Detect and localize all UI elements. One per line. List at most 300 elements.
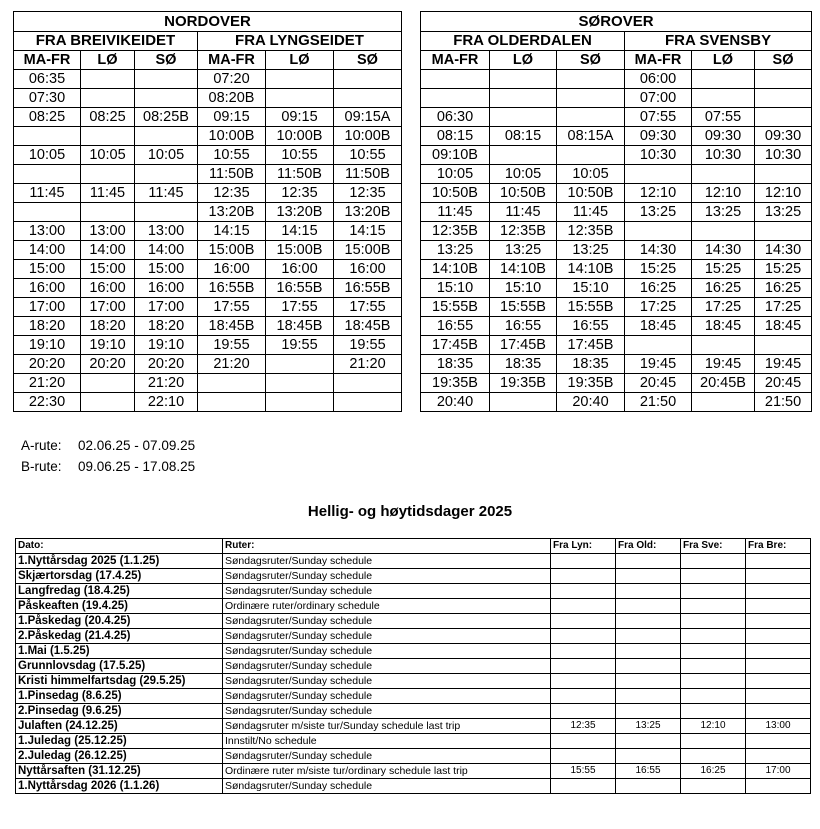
timetable-row — [421, 336, 812, 355]
departure-time: 16:55 — [421, 317, 490, 336]
last-trip-time — [746, 734, 811, 749]
last-trip-time — [616, 644, 681, 659]
holidays-header: Fra Sve: — [681, 539, 746, 554]
departure-time: 12:10 — [625, 184, 692, 203]
departure-time: 10:30 — [692, 146, 755, 165]
departure-time — [755, 70, 812, 89]
departure-time: 08:25 — [81, 108, 135, 127]
holiday-row — [16, 689, 811, 704]
departure-time: 14:30 — [692, 241, 755, 260]
departure-time: 20:20 — [14, 355, 81, 374]
holiday-date: Skjærtorsdag (17.4.25) — [16, 569, 223, 584]
departure-time: 12:10 — [692, 184, 755, 203]
holiday-row — [16, 584, 811, 599]
holiday-schedule: Søndagsruter m/siste tur/Sunday schedule last trip — [223, 719, 551, 734]
departure-time: 14:30 — [625, 241, 692, 260]
holiday-row — [16, 674, 811, 689]
holiday-row — [16, 569, 811, 584]
departure-time: 17:55 — [334, 298, 402, 317]
departure-time: 11:50B — [198, 165, 266, 184]
last-trip-time — [551, 584, 616, 599]
departure-time: 19:10 — [14, 336, 81, 355]
departure-time — [625, 336, 692, 355]
last-trip-time — [616, 674, 681, 689]
last-trip-time — [681, 584, 746, 599]
timetable-row — [421, 260, 812, 279]
departure-time — [334, 89, 402, 108]
departure-time: 11:45 — [14, 184, 81, 203]
departure-time: 08:25 — [14, 108, 81, 127]
departure-time: 07:55 — [625, 108, 692, 127]
departure-time: 13:25 — [625, 203, 692, 222]
departure-time: 15:00B — [266, 241, 334, 260]
departure-time: 08:25B — [135, 108, 198, 127]
last-trip-time — [681, 734, 746, 749]
departure-time: 15:00B — [334, 241, 402, 260]
holiday-row — [16, 644, 811, 659]
last-trip-time — [681, 779, 746, 794]
day-header: LØ — [692, 51, 755, 70]
departure-time: 10:30 — [755, 146, 812, 165]
departure-time — [198, 374, 266, 393]
day-header: MA-FR — [198, 51, 266, 70]
departure-time: 16:25 — [755, 279, 812, 298]
departure-time: 15:10 — [490, 279, 557, 298]
departure-time: 15:55B — [557, 298, 625, 317]
departure-time — [135, 70, 198, 89]
last-trip-time — [746, 749, 811, 764]
day-header: SØ — [334, 51, 402, 70]
last-trip-time — [616, 734, 681, 749]
departure-time — [421, 89, 490, 108]
departure-time — [81, 127, 135, 146]
timetable-row — [421, 241, 812, 260]
departure-time: 10:50B — [490, 184, 557, 203]
day-header: SØ — [557, 51, 625, 70]
last-trip-time — [616, 704, 681, 719]
last-trip-time — [551, 674, 616, 689]
departure-time — [266, 70, 334, 89]
departure-time — [692, 222, 755, 241]
last-trip-time — [746, 689, 811, 704]
holiday-date: Kristi himmelfartsdag (29.5.25) — [16, 674, 223, 689]
departure-time: 12:35 — [198, 184, 266, 203]
last-trip-time — [681, 659, 746, 674]
departure-time: 16:00 — [135, 279, 198, 298]
departure-time: 16:00 — [81, 279, 135, 298]
holiday-row — [16, 779, 811, 794]
departure-time: 20:40 — [557, 393, 625, 412]
last-trip-time — [616, 689, 681, 704]
departure-time: 10:55 — [334, 146, 402, 165]
holiday-schedule: Ordinære ruter/ordinary schedule — [223, 599, 551, 614]
departure-time: 09:10B — [421, 146, 490, 165]
timetable-row — [14, 222, 402, 241]
departure-time: 08:15 — [421, 127, 490, 146]
departure-time: 18:45B — [266, 317, 334, 336]
departure-time — [266, 374, 334, 393]
departure-time: 16:25 — [625, 279, 692, 298]
holiday-date: 2.Juledag (26.12.25) — [16, 749, 223, 764]
last-trip-time — [551, 689, 616, 704]
last-trip-time — [746, 704, 811, 719]
departure-time: 17:00 — [14, 298, 81, 317]
departure-time: 10:05 — [14, 146, 81, 165]
day-header-row — [14, 51, 402, 70]
departure-time: 14:00 — [135, 241, 198, 260]
departure-time — [198, 393, 266, 412]
timetable-row — [421, 165, 812, 184]
holiday-date: 1.Påskedag (20.4.25) — [16, 614, 223, 629]
last-trip-time — [681, 704, 746, 719]
holiday-schedule: Søndagsruter/Sunday schedule — [223, 659, 551, 674]
holiday-date: 2.Pinsedag (9.6.25) — [16, 704, 223, 719]
departure-time: 19:45 — [755, 355, 812, 374]
departure-time — [334, 374, 402, 393]
holiday-date: Grunnlovsdag (17.5.25) — [16, 659, 223, 674]
departure-time: 12:35B — [421, 222, 490, 241]
holiday-date: 1.Nyttårsdag 2025 (1.1.25) — [16, 554, 223, 569]
last-trip-time — [616, 569, 681, 584]
departure-time: 20:40 — [421, 393, 490, 412]
holiday-row — [16, 614, 811, 629]
departure-time — [81, 393, 135, 412]
departure-time: 17:45B — [490, 336, 557, 355]
departure-time: 16:55B — [266, 279, 334, 298]
last-trip-time — [616, 614, 681, 629]
last-trip-time — [551, 599, 616, 614]
note-b-rute: B-rute: 09.06.25 - 17.08.25 — [21, 459, 196, 474]
departure-time — [490, 70, 557, 89]
departure-time: 07:55 — [692, 108, 755, 127]
departure-time: 21:20 — [14, 374, 81, 393]
departure-time: 11:45 — [421, 203, 490, 222]
departure-time — [334, 393, 402, 412]
departure-time — [266, 355, 334, 374]
holiday-date: Langfredag (18.4.25) — [16, 584, 223, 599]
departure-time: 14:15 — [198, 222, 266, 241]
origin-header: FRA OLDERDALEN — [421, 32, 625, 51]
timetable-row — [421, 317, 812, 336]
timetable-row — [14, 108, 402, 127]
holiday-date: 1.Juledag (25.12.25) — [16, 734, 223, 749]
departure-time: 13:25 — [755, 203, 812, 222]
departure-time: 08:20B — [198, 89, 266, 108]
departure-time: 20:45B — [692, 374, 755, 393]
holiday-row — [16, 734, 811, 749]
last-trip-time — [746, 599, 811, 614]
timetable-row — [421, 298, 812, 317]
departure-time: 18:45 — [755, 317, 812, 336]
departure-time: 19:45 — [692, 355, 755, 374]
departure-time: 18:45 — [692, 317, 755, 336]
departure-time — [266, 89, 334, 108]
holiday-schedule: Søndagsruter/Sunday schedule — [223, 569, 551, 584]
departure-time: 10:00B — [266, 127, 334, 146]
departure-time: 22:10 — [135, 393, 198, 412]
timetable-row — [421, 222, 812, 241]
holidays-header-row — [16, 539, 811, 554]
origin-header-row — [421, 32, 812, 51]
holiday-schedule: Søndagsruter/Sunday schedule — [223, 584, 551, 599]
holidays-header: Fra Old: — [616, 539, 681, 554]
departure-time: 10:00B — [334, 127, 402, 146]
holidays-title: Hellig- og høytidsdager 2025 — [307, 503, 513, 520]
departure-time: 13:25 — [421, 241, 490, 260]
day-header: SØ — [755, 51, 812, 70]
departure-time: 16:55 — [490, 317, 557, 336]
last-trip-time — [616, 629, 681, 644]
departure-time — [557, 89, 625, 108]
sorover-timetable — [420, 11, 812, 412]
timetable-row — [14, 317, 402, 336]
departure-time: 12:10 — [755, 184, 812, 203]
departure-time — [755, 108, 812, 127]
last-trip-time — [681, 629, 746, 644]
departure-time — [692, 70, 755, 89]
last-trip-time — [681, 614, 746, 629]
timetable-row — [14, 70, 402, 89]
last-trip-time: 13:00 — [746, 719, 811, 734]
direction-title: NORDOVER — [14, 12, 402, 32]
departure-time: 13:20B — [334, 203, 402, 222]
departure-time — [334, 70, 402, 89]
departure-time: 13:20B — [198, 203, 266, 222]
departure-time: 12:35B — [490, 222, 557, 241]
departure-time: 15:55B — [490, 298, 557, 317]
timetable-row — [14, 165, 402, 184]
last-trip-time: 12:35 — [551, 719, 616, 734]
direction-title: SØROVER — [421, 12, 812, 32]
timetable-row — [14, 298, 402, 317]
holiday-schedule: Ordinære ruter m/siste tur/ordinary schedule last trip — [223, 764, 551, 779]
departure-time: 10:05 — [490, 165, 557, 184]
departure-time: 17:25 — [755, 298, 812, 317]
direction-header-row — [421, 12, 812, 32]
departure-time: 18:20 — [135, 317, 198, 336]
holiday-date: Julaften (24.12.25) — [16, 719, 223, 734]
departure-time: 09:15 — [266, 108, 334, 127]
holiday-row — [16, 719, 811, 734]
holidays-header: Ruter: — [223, 539, 551, 554]
holiday-schedule: Søndagsruter/Sunday schedule — [223, 689, 551, 704]
holidays-header: Dato: — [16, 539, 223, 554]
holiday-row — [16, 554, 811, 569]
departure-time: 16:25 — [692, 279, 755, 298]
departure-time — [81, 203, 135, 222]
last-trip-time: 16:25 — [681, 764, 746, 779]
departure-time — [755, 222, 812, 241]
departure-time: 06:00 — [625, 70, 692, 89]
timetable-row — [14, 374, 402, 393]
departure-time: 09:30 — [692, 127, 755, 146]
departure-time: 15:25 — [625, 260, 692, 279]
direction-header-row — [14, 12, 402, 32]
departure-time — [490, 89, 557, 108]
departure-time: 19:55 — [198, 336, 266, 355]
departure-time — [81, 70, 135, 89]
departure-time: 18:35 — [557, 355, 625, 374]
departure-time: 10:05 — [557, 165, 625, 184]
departure-time — [490, 146, 557, 165]
departure-time: 10:05 — [421, 165, 490, 184]
last-trip-time — [681, 689, 746, 704]
departure-time — [557, 146, 625, 165]
departure-time: 16:00 — [266, 260, 334, 279]
last-trip-time: 12:10 — [681, 719, 746, 734]
departure-time: 15:00 — [135, 260, 198, 279]
timetable-row — [14, 279, 402, 298]
last-trip-time — [681, 749, 746, 764]
last-trip-time: 13:25 — [616, 719, 681, 734]
last-trip-time — [551, 749, 616, 764]
departure-time: 16:00 — [334, 260, 402, 279]
last-trip-time — [551, 629, 616, 644]
departure-time: 13:25 — [692, 203, 755, 222]
departure-time: 16:55B — [334, 279, 402, 298]
departure-time: 16:00 — [14, 279, 81, 298]
departure-time: 14:15 — [334, 222, 402, 241]
departure-time: 17:25 — [625, 298, 692, 317]
holiday-row — [16, 659, 811, 674]
departure-time — [692, 165, 755, 184]
last-trip-time — [616, 599, 681, 614]
departure-time: 13:00 — [14, 222, 81, 241]
origin-header: FRA BREIVIKEIDET — [14, 32, 198, 51]
departure-time: 15:00 — [14, 260, 81, 279]
departure-time — [81, 165, 135, 184]
departure-time: 14:15 — [266, 222, 334, 241]
departure-time: 15:55B — [421, 298, 490, 317]
holiday-schedule: Søndagsruter/Sunday schedule — [223, 704, 551, 719]
day-header: LØ — [490, 51, 557, 70]
last-trip-time — [551, 554, 616, 569]
departure-time: 14:00 — [14, 241, 81, 260]
departure-time: 11:50B — [266, 165, 334, 184]
departure-time: 14:10B — [557, 260, 625, 279]
departure-time: 06:35 — [14, 70, 81, 89]
timetable-row — [14, 355, 402, 374]
last-trip-time — [746, 614, 811, 629]
last-trip-time — [551, 779, 616, 794]
holiday-row — [16, 764, 811, 779]
departure-time — [490, 393, 557, 412]
departure-time — [14, 203, 81, 222]
last-trip-time — [551, 659, 616, 674]
departure-time: 18:35 — [490, 355, 557, 374]
holiday-schedule: Søndagsruter/Sunday schedule — [223, 674, 551, 689]
holiday-date: Nyttårsaften (31.12.25) — [16, 764, 223, 779]
departure-time: 10:05 — [135, 146, 198, 165]
departure-time: 14:30 — [755, 241, 812, 260]
departure-time: 09:30 — [625, 127, 692, 146]
last-trip-time — [616, 554, 681, 569]
departure-time — [81, 374, 135, 393]
timetable-row — [421, 108, 812, 127]
last-trip-time — [746, 674, 811, 689]
departure-time: 20:45 — [755, 374, 812, 393]
departure-time: 21:50 — [755, 393, 812, 412]
origin-header: FRA SVENSBY — [625, 32, 812, 51]
departure-time — [692, 393, 755, 412]
holiday-row — [16, 629, 811, 644]
last-trip-time — [746, 659, 811, 674]
last-trip-time — [681, 569, 746, 584]
departure-time: 21:20 — [334, 355, 402, 374]
departure-time: 17:00 — [81, 298, 135, 317]
day-header: MA-FR — [625, 51, 692, 70]
departure-time: 19:35B — [421, 374, 490, 393]
departure-time — [135, 165, 198, 184]
departure-time — [81, 89, 135, 108]
departure-time: 13:25 — [490, 241, 557, 260]
departure-time: 13:00 — [81, 222, 135, 241]
departure-time: 11:50B — [334, 165, 402, 184]
departure-time: 19:10 — [135, 336, 198, 355]
holidays-header: Fra Bre: — [746, 539, 811, 554]
day-header: LØ — [266, 51, 334, 70]
departure-time: 18:45B — [198, 317, 266, 336]
departure-time — [490, 108, 557, 127]
departure-time: 16:55 — [557, 317, 625, 336]
timetable-row — [14, 203, 402, 222]
timetable-row — [421, 355, 812, 374]
departure-time: 10:50B — [421, 184, 490, 203]
departure-time: 20:20 — [81, 355, 135, 374]
departure-time — [135, 89, 198, 108]
departure-time: 10:05 — [81, 146, 135, 165]
note-a-rute: A-rute: 02.06.25 - 07.09.25 — [21, 438, 196, 453]
timetable-row — [14, 336, 402, 355]
holiday-row — [16, 749, 811, 764]
last-trip-time: 15:55 — [551, 764, 616, 779]
departure-time: 18:35 — [421, 355, 490, 374]
timetable-row — [14, 393, 402, 412]
departure-time: 21:50 — [625, 393, 692, 412]
timetable-row — [421, 393, 812, 412]
departure-time — [625, 165, 692, 184]
day-header-row — [421, 51, 812, 70]
holiday-schedule: Søndagsruter/Sunday schedule — [223, 629, 551, 644]
departure-time: 15:10 — [557, 279, 625, 298]
timetable-row — [14, 260, 402, 279]
last-trip-time — [746, 554, 811, 569]
departure-time: 13:20B — [266, 203, 334, 222]
holiday-date: 1.Pinsedag (8.6.25) — [16, 689, 223, 704]
departure-time: 18:20 — [14, 317, 81, 336]
timetable-row — [14, 127, 402, 146]
departure-time: 09:30 — [755, 127, 812, 146]
departure-time: 07:30 — [14, 89, 81, 108]
holiday-schedule: Søndagsruter/Sunday schedule — [223, 749, 551, 764]
departure-time: 18:20 — [81, 317, 135, 336]
departure-time: 11:45 — [557, 203, 625, 222]
holidays-table — [15, 538, 811, 794]
departure-time: 19:35B — [557, 374, 625, 393]
departure-time — [14, 165, 81, 184]
last-trip-time — [746, 779, 811, 794]
departure-time: 15:25 — [692, 260, 755, 279]
departure-time: 17:45B — [557, 336, 625, 355]
last-trip-time — [616, 749, 681, 764]
last-trip-time — [616, 659, 681, 674]
departure-time: 13:25 — [557, 241, 625, 260]
departure-time: 10:55 — [266, 146, 334, 165]
holidays-header: Fra Lyn: — [551, 539, 616, 554]
timetable-row — [14, 184, 402, 203]
departure-time: 11:45 — [490, 203, 557, 222]
departure-time — [755, 336, 812, 355]
